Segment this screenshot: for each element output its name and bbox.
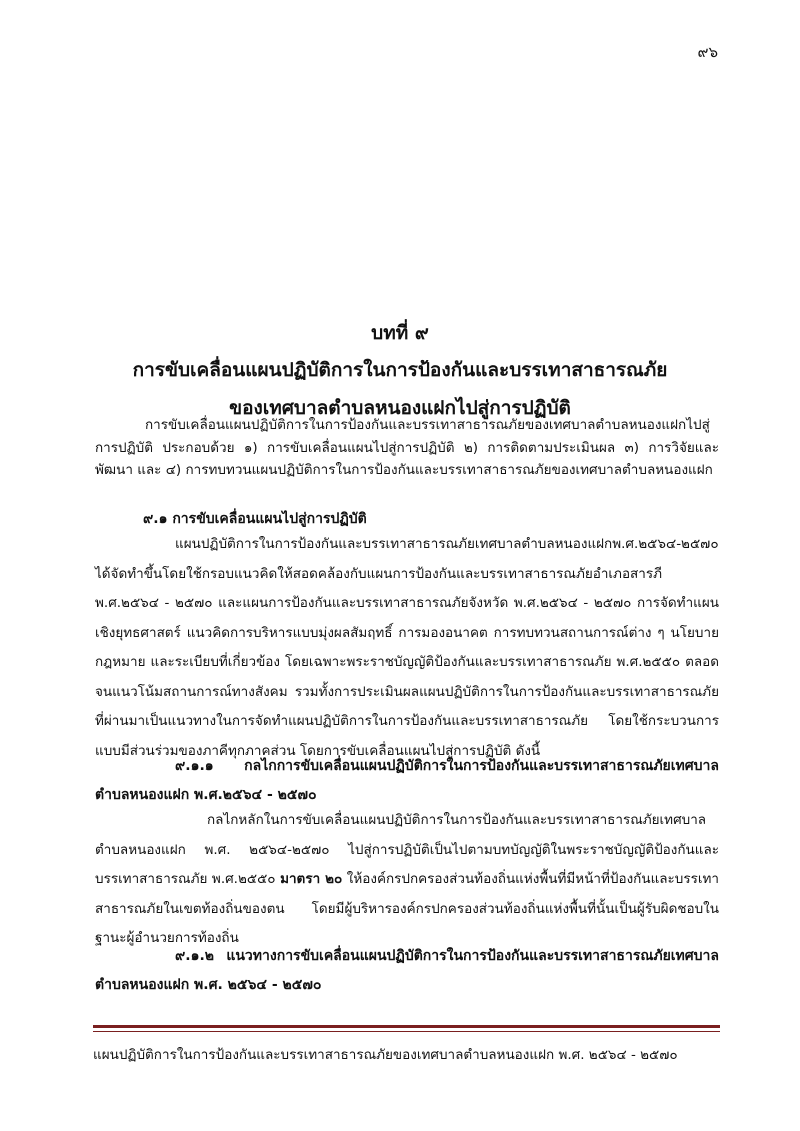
chapter-title-line-2: ของเทศบาลตำบลหนองแฝกไปสู่การปฏิบัติ (229, 397, 571, 419)
footer-text: แผนปฏิบัติการในการป้องกันและบรรเทาสาธารณภัยของเทศบาลตำบลหนองแฝก พ.ศ. ๒๕๖๔ - ๒๕๗๐ (93, 1047, 678, 1063)
section-9-1-1-body (95, 806, 719, 954)
section-9-1-1-body-start: กลไกหลักในการขับเคลื่อนแผนปฏิบัติการในการป้องกันและบรรเทาสาธารณภัยเทศบาลตำบลหนองแฝก พ.ศ. ๒๕๖๔-๒๕๗๐ ไปสู่การปฏิบัติเป็นไปตามบทบัญญัติในพระราชบัญญัติป้องกันและบรรเทาสาธารณภัย พ.ศ.๒๕๕๐ (95, 812, 719, 887)
footer-rule-thin (93, 1031, 720, 1032)
footer-rule-thick (93, 1025, 720, 1028)
intro-paragraph: การขับเคลื่อนแผนปฏิบัติการในการป้องกันและบรรเทาสาธารณภัยของเทศบาลตำบลหนองแฝกไปสู่การปฏิบัติ ประกอบด้วย ๑) การขับเคลื่อนแผนไปสู่การปฏิบัติ ๒) การติดตามประเมินผล ๓) การวิจัยและพัฒนา และ ๔) การทบทวนแผนปฏิบัติการในการป้องกันและบรรเทาสาธารณภัยของเทศบาลตำบลหนองแฝก (95, 417, 719, 478)
chapter-title-line-1: การขับเคลื่อนแผนปฏิบัติการในการป้องกันและบรรเทาสาธารณภัย (132, 359, 668, 381)
section-9-1-body: แผนปฏิบัติการในการป้องกันและบรรเทาสาธารณภัยเทศบาลตำบลหนองแฝกพ.ศ.๒๕๖๔-๒๕๗๐ ได้จัดทำขึ้นโดยใช้กรอบแนวคิดให้สอดคล้องกับแผนการป้องกันและบรรเทาสาธารณภัยอำเภอสารภี พ.ศ.๒๕๖๔ - ๒๕๗๐ และแผนการป้องกันและบรรเทาสาธารณภัยจังหวัด พ.ศ.๒๕๖๔ - ๒๕๗๐ การจัดทำแผนเชิงยุทธศาสตร์ แนวคิดการบริหารแบบมุ่งผลสัมฤทธิ์ การมองอนาคต การทบทวนสถานการณ์ต่าง ๆ นโยบาย กฎหมาย และระเบียบที่เกี่ยวข้อง โดยเฉพาะพระราชบัญญัติป้องกันและบรรเทาสาธารณภัย พ.ศ.๒๕๕๐ ตลอดจนแนวโน้มสถานการณ์ทางสังคม รวมทั้งการประเมินผลแผนปฏิบัติการในการป้องกันและบรรเทาสาธารณภัย ที่ผ่านมาเป็นแนวทางในการจัดทำแผนปฏิบัติการในการป้องกันและบรรเทาสาธารณภัย โดยใช้กระบวนการแบบมีส่วนร่วมของภาคีทุกภาคส่วน โดยการขับเคลื่อนแผนไปสู่การปฏิบัติ ดังนี้ (95, 536, 719, 759)
chapter-label: บทที่ ๙ (371, 322, 429, 344)
section-9-1-2-heading: ๙.๑.๒ แนวทางการขับเคลื่อนแผนปฏิบัติการในการป้องกันและบรรเทาสาธารณภัยเทศบาลตำบลหนองแฝก พ.ศ. ๒๕๖๔ - ๒๕๗๐ (95, 948, 719, 993)
page-number: ๙๖ (697, 43, 718, 61)
section-9-1-1-body-bold: มาตรา ๒๐ (280, 871, 343, 887)
section-9-1-heading: ๙.๑ การขับเคลื่อนแผนไปสู่การปฏิบัติ (143, 511, 367, 527)
section-9-1-1-heading: ๙.๑.๑ กลไกการขับเคลื่อนแผนปฏิบัติการในการป้องกันและบรรเทาสาธารณภัยเทศบาลตำบลหนองแฝก พ.ศ.๒๕๖๔ - ๒๕๗๐ (95, 758, 719, 803)
section-9-1-1-body-end: ให้องค์กรปกครองส่วนท้องถิ่นแห่งพื้นที่มีหน้าที่ป้องกันและบรรเทาสาธารณภัยในเขตท้องถิ่นของตน โดยมีผู้บริหารองค์กรปกครองส่วนท้องถิ่นแห่งพื้นที่นั้นเป็นผู้รับผิดชอบในฐานะผู้อำนวยการท้องถิ่น (95, 871, 719, 946)
